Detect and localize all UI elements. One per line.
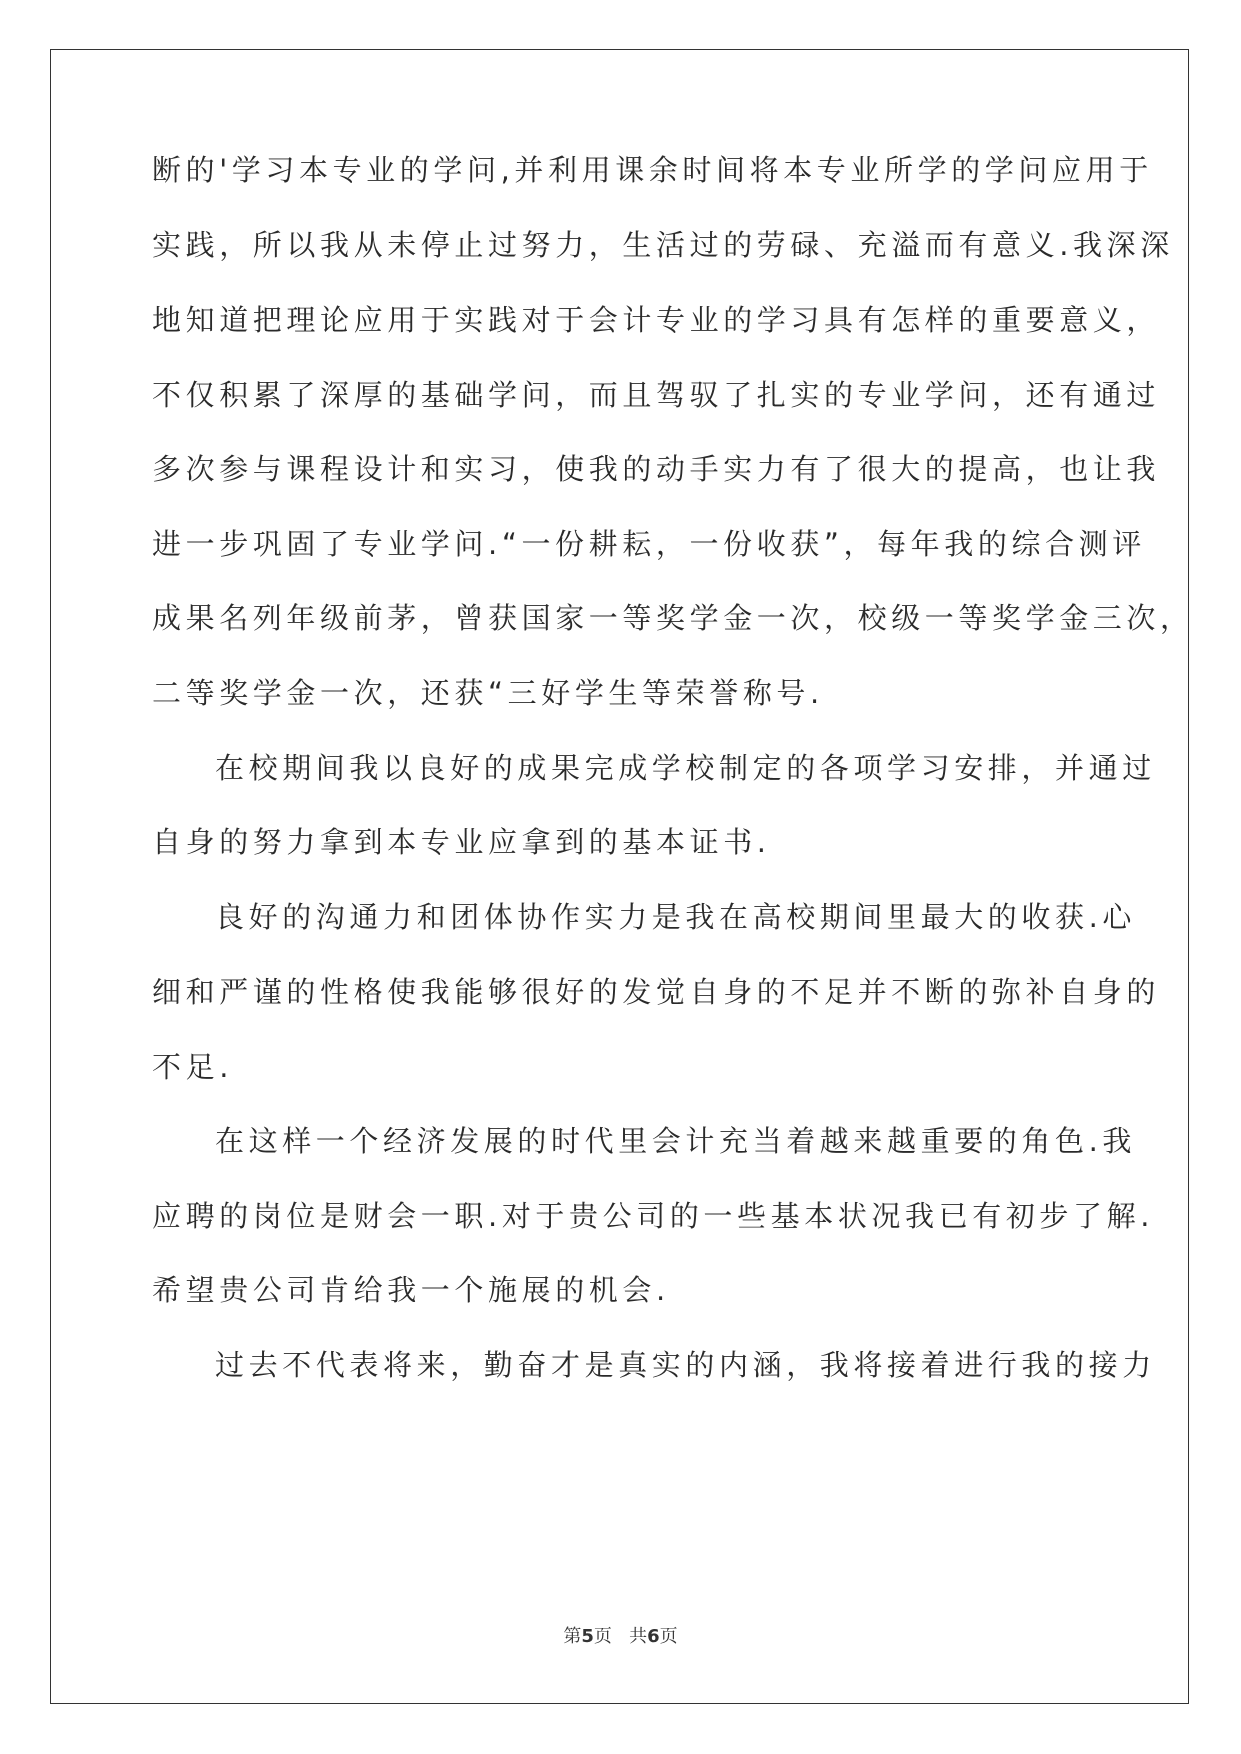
text-line: 多次参与课程设计和实习，使我的动手实力有了很大的提高，也让我 bbox=[152, 452, 1161, 486]
total-pages-number: 6 bbox=[647, 1626, 660, 1647]
paragraph-first-line: 在校期间我以良好的成果完成学校制定的各项学习安排，并通过 bbox=[215, 751, 1156, 785]
text-line: 地知道把理论应用于实践对于会计专业的学习具有怎样的重要意义， bbox=[152, 303, 1161, 337]
page-footer bbox=[0, 1622, 1241, 1648]
current-page-number: 5 bbox=[581, 1626, 594, 1647]
footer-page-suffix: 页 bbox=[593, 1626, 612, 1647]
paragraph-first-line: 在这样一个经济发展的时代里会计充当着越来越重要的角色.我 bbox=[215, 1124, 1137, 1158]
text-line: 自身的努力拿到本专业应拿到的基本证书. bbox=[152, 825, 771, 859]
text-line: 二等奖学金一次，还获“三好学生等荣誉称号. bbox=[152, 676, 824, 710]
text-line: 进一步巩固了专业学问.“一份耕耘，一份收获”，每年我的综合测评 bbox=[152, 527, 1146, 561]
text-line: 不足. bbox=[152, 1050, 234, 1084]
footer-prefix: 第 bbox=[563, 1626, 582, 1647]
paragraph-first-line: 良好的沟通力和团体协作实力是我在高校期间里最大的收获.心 bbox=[215, 900, 1137, 934]
text-line: 不仅积累了深厚的基础学问，而且驾驭了扎实的专业学问，还有通过 bbox=[152, 378, 1161, 412]
footer-total-prefix: 共 bbox=[629, 1626, 648, 1647]
paragraph-first-line: 过去不代表将来，勤奋才是真实的内涵，我将接着进行我的接力 bbox=[215, 1348, 1156, 1382]
text-line: 应聘的岗位是财会一职.对于贵公司的一些基本状况我已有初步了解. bbox=[152, 1199, 1155, 1233]
text-line: 实践，所以我从未停止过努力，生活过的劳碌、充溢而有意义.我深深 bbox=[152, 228, 1174, 262]
text-line: 细和严谨的性格使我能够很好的发觉自身的不足并不断的弥补自身的 bbox=[152, 975, 1161, 1009]
page-border bbox=[50, 49, 1189, 1704]
text-line: 断的'学习本专业的学问,并利用课余时间将本专业所学的学问应用于 bbox=[152, 153, 1153, 187]
footer-total-suffix: 页 bbox=[659, 1626, 678, 1647]
text-line: 成果名列年级前茅，曾获国家一等奖学金一次，校级一等奖学金三次， bbox=[152, 601, 1194, 635]
text-line: 希望贵公司肯给我一个施展的机会. bbox=[152, 1273, 670, 1307]
